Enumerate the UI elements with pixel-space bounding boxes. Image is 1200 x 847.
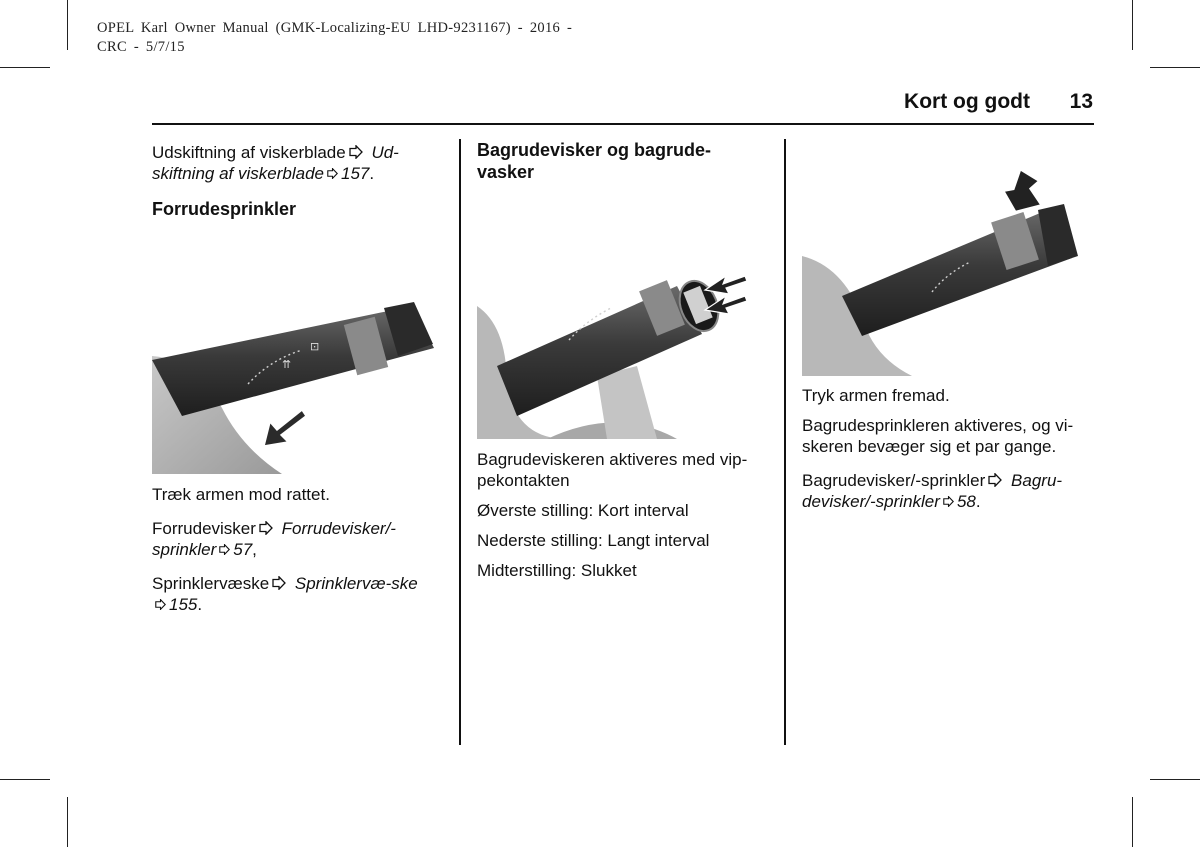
svg-text:⇈: ⇈ <box>282 358 292 371</box>
crop-mark <box>0 67 50 68</box>
reference-link[interactable]: Sprinklervæ-ske <box>294 574 418 593</box>
body-paragraph: Bagrudesprinkleren aktiveres, og vi-skeren bevæger sig et par gange. <box>802 416 1074 456</box>
header-rule <box>152 123 1094 125</box>
figure-rear-washer-push <box>802 166 1085 376</box>
body-paragraph: Midterstilling: Slukket <box>477 561 637 580</box>
crop-mark <box>67 797 68 847</box>
reference-link[interactable]: Forrudevisker/-sprinkler <box>152 519 396 559</box>
reference-arrow-icon <box>349 145 363 159</box>
page-number: 13 <box>1069 90 1093 113</box>
crop-mark <box>0 779 50 780</box>
section-heading: Forrudesprinkler <box>152 199 297 219</box>
crop-mark <box>1150 67 1200 68</box>
intro-paragraph: Udskiftning af viskerblade Ud-skiftning af viskerblade 157. <box>152 143 399 183</box>
crop-mark <box>1132 0 1133 50</box>
svg-text:⊡: ⊡ <box>310 340 320 353</box>
body-paragraph: Øverste stilling: Kort interval <box>477 501 689 520</box>
reference-arrow-icon <box>943 496 954 507</box>
reference-arrow-icon <box>327 168 338 179</box>
column-2 <box>477 139 769 194</box>
column-divider <box>784 139 786 745</box>
reference-link[interactable]: Bagru-devisker/-sprinkler <box>802 471 1063 511</box>
reference-page[interactable]: 155 <box>169 595 198 614</box>
crop-mark <box>1132 797 1133 847</box>
reference-arrow-icon <box>259 521 273 535</box>
figure-washer-stalk-pull <box>152 298 435 474</box>
reference-arrow-icon <box>272 576 286 590</box>
column-1-lower <box>152 484 422 624</box>
reference-paragraph: Sprinklervæske Sprinklervæ-ske155. <box>152 574 418 614</box>
print-metadata <box>97 19 617 57</box>
reference-page[interactable]: 157 <box>340 164 370 183</box>
section-title: Kort og godt <box>904 90 1030 113</box>
column-divider <box>459 139 461 745</box>
column-1 <box>152 142 422 231</box>
crop-mark <box>1150 779 1200 780</box>
body-paragraph: Tryk armen fremad. <box>802 386 950 405</box>
reference-arrow-icon <box>219 544 230 555</box>
metadata-line-1: OPEL Karl Owner Manual (GMK-Localizing-EU LHD-9231167) - 2016 - <box>97 20 573 36</box>
figure-caption: Træk armen mod rattet. <box>152 485 330 504</box>
metadata-line-2: CRC - 5/7/15 <box>97 39 185 55</box>
section-heading: Bagrudevisker og bagrude-vasker <box>477 140 712 182</box>
column-2-lower <box>477 449 769 590</box>
reference-arrow-icon <box>155 599 166 610</box>
reference-paragraph: Forrudevisker Forrudevisker/-sprinkler 57, <box>152 519 396 559</box>
reference-page[interactable]: 58 <box>956 492 976 511</box>
body-paragraph: Bagrudeviskeren aktiveres med vip-pekontakten <box>477 450 748 490</box>
body-paragraph: Nederste stilling: Langt interval <box>477 531 710 550</box>
column-3 <box>802 385 1094 521</box>
reference-paragraph: Bagrudevisker/-sprinkler Bagru-devisker/-sprinkler 58. <box>802 471 1063 511</box>
reference-page[interactable]: 57 <box>233 540 253 559</box>
crop-mark <box>67 0 68 50</box>
reference-link[interactable]: Ud-skiftning af viskerblade <box>152 143 399 183</box>
reference-arrow-icon <box>988 473 1002 487</box>
figure-rear-wiper-rocker <box>477 266 760 439</box>
